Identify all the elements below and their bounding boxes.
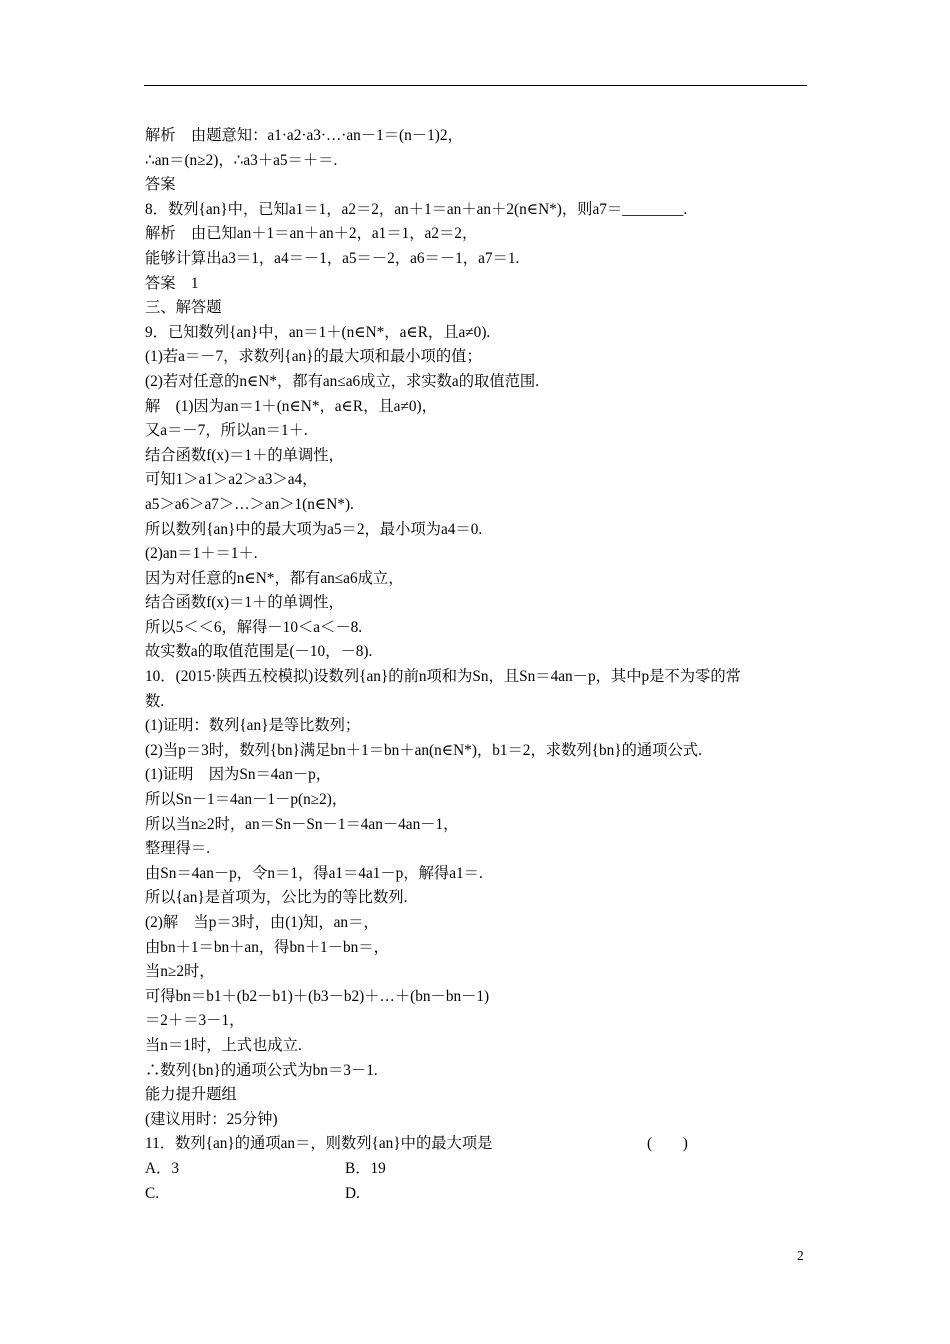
text-line: 所以数列{an}中的最大项为a5＝2，最小项为a4＝0.	[145, 520, 483, 538]
options-row	[145, 1182, 813, 1207]
text-line: 解析 由题意知：a1·a2·a3·…·an－1＝(n－1)2，	[145, 127, 463, 144]
text-line: ＝2＋＝3－1，	[145, 1012, 245, 1030]
text-line: 当n＝1时，上式也成立.	[145, 1036, 302, 1054]
question-11	[145, 1132, 813, 1157]
option-c: C.	[145, 1184, 160, 1202]
text-line: 由bn＋1＝bn＋an，得bn＋1－bn＝，	[145, 938, 389, 956]
text-line: 答案	[145, 176, 176, 194]
text-line: 因为对任意的n∈N*，都有an≤a6成立，	[145, 569, 404, 587]
text-line: 解析 由已知an＋1＝an＋an＋2，a1＝1，a2＝2，	[145, 225, 478, 243]
option-d: D.	[345, 1184, 360, 1202]
text-line: (1)若a＝－7，求数列{an}的最大项和最小项的值；	[145, 348, 482, 366]
text-line: 所以Sn－1＝4an－1－p(n≥2)，	[145, 791, 348, 809]
text-line: (1)证明 因为Sn＝4an－p，	[145, 766, 332, 784]
question-10: 10．(2015·陕西五校模拟)设数列{an}的前n项和为Sn，且Sn＝4an－p，其中p是不为零的常	[145, 668, 741, 686]
question-9: 9．已知数列{an}中，an＝1＋(n∈N*，a∈R，且a≠0).	[145, 323, 491, 341]
suggested-time: (建议用时：25分钟)	[145, 1110, 278, 1128]
text-line: 由Sn＝4an－p，令n＝1，得a1＝4a1－p，解得a1＝.	[145, 864, 483, 882]
text-line: 所以当n≥2时，an＝Sn－Sn－1＝4an－4an－1，	[145, 815, 459, 833]
text-line: 所以{an}是首项为，公比为的等比数列.	[145, 889, 408, 907]
option-b: B．19	[345, 1159, 386, 1177]
section-heading: 三、解答题	[145, 299, 222, 317]
text-line: (2)当p＝3时，数列{bn}满足bn＋1＝bn＋an(n∈N*)，b1＝2，求数列{bn}的通项公式.	[145, 741, 702, 759]
text-line: 能够计算出a3＝1，a4＝－1，a5＝－2，a6＝－1，a7＝1.	[145, 249, 520, 267]
text-line: 数.	[145, 692, 165, 710]
text-line: ∴数列{bn}的通项公式为bn＝3－1.	[145, 1061, 378, 1079]
options-row	[145, 1157, 813, 1182]
text-line: 整理得＝.	[145, 840, 211, 858]
text-line: 可得bn＝b1＋(b2－b1)＋(b3－b2)＋…＋(bn－bn－1)	[145, 987, 490, 1005]
option-a: A．3	[145, 1159, 179, 1177]
text-line: ∴an＝(n≥2)，∴a3＋a5＝＋＝.	[145, 151, 338, 169]
text-line: a5＞a6＞a7＞…＞an＞1(n∈N*).	[145, 495, 354, 513]
text-line: 答案 1	[145, 274, 199, 292]
text-line: 故实数a的取值范围是(－10，－8).	[145, 643, 373, 661]
text-line: (2)解 当p＝3时，由(1)知，an＝，	[145, 914, 379, 931]
page-content	[145, 124, 813, 1206]
text-line: (2)若对任意的n∈N*，都有an≤a6成立，求实数a的取值范围.	[145, 372, 540, 390]
text-line: 可知1＞a1＞a2＞a3＞a4，	[145, 471, 318, 489]
text-line: 又a＝－7，所以an＝1＋.	[145, 422, 308, 440]
question-8: 8．数列{an}中，已知a1＝1，a2＝2，an＋1＝an＋an＋2(n∈N*)，则a7＝________.	[145, 200, 688, 218]
text-line: (1)证明：数列{an}是等比数列；	[145, 717, 361, 735]
header-rule	[144, 85, 807, 86]
text-line: 所以5＜＜6，解得－10＜a＜－8.	[145, 618, 363, 636]
page-number: 2	[797, 1248, 804, 1263]
answer-blank: ( )	[647, 1135, 688, 1153]
text-line: 结合函数f(x)＝1＋的单调性，	[145, 594, 344, 612]
section-heading: 能力提升题组	[145, 1086, 237, 1104]
text-line: 解 (1)因为an＝1＋(n∈N*，a∈R，且a≠0)，	[145, 397, 437, 415]
question-11-stem: 11．数列{an}的通项an＝，则数列{an}中的最大项是	[145, 1135, 493, 1153]
text-line: (2)an＝1＋＝1＋.	[145, 545, 258, 563]
text-line: 结合函数f(x)＝1＋的单调性，	[145, 446, 344, 464]
text-line: 当n≥2时，	[145, 963, 215, 981]
